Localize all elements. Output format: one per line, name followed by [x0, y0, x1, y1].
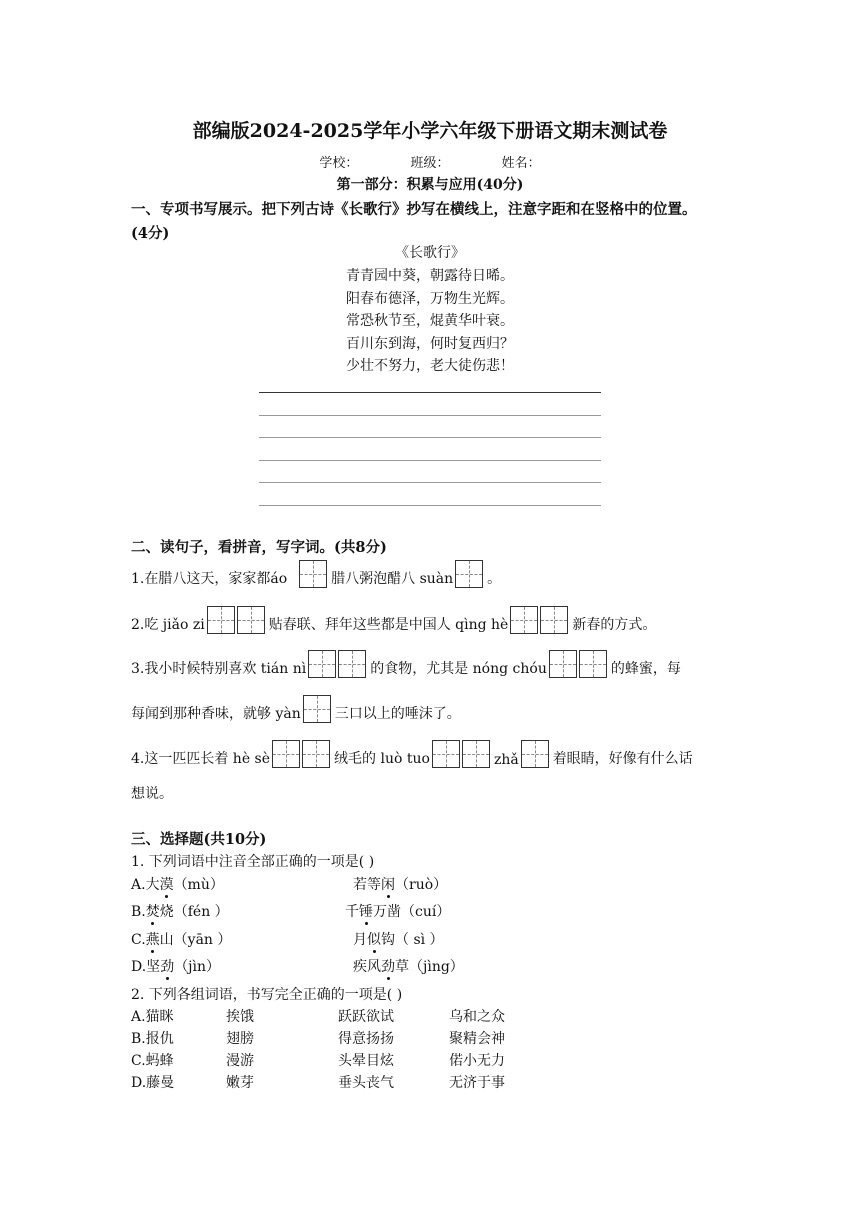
option-b-word-2: 翅膀 — [226, 1031, 254, 1047]
sentence-text: 的蜂蜜，每 — [610, 661, 681, 677]
answer-box[interactable] — [455, 560, 483, 588]
option-d-word-4: 无济于事 — [449, 1075, 505, 1091]
sentence-text: 贴春联、拜年这些都是中国人 qìng hè — [268, 617, 509, 633]
answer-box[interactable] — [302, 740, 330, 768]
option-a-word-1[interactable]: A.猫眯 — [131, 1009, 174, 1025]
page-title: 部编版2024-2025学年小学六年级下册语文期末测试卷 — [192, 120, 668, 142]
class-label: 班级： — [410, 156, 450, 171]
name-label: 姓名： — [501, 156, 541, 171]
option-c-right: 月似钩（ sì ） — [353, 932, 444, 948]
option-d-left[interactable]: D.坚劲（jìn） — [131, 959, 221, 975]
answer-box[interactable] — [521, 740, 549, 768]
q2-sentence-4 — [131, 740, 693, 768]
option-b-word-3: 得意扬扬 — [338, 1031, 394, 1047]
school-label: 学校： — [319, 156, 359, 171]
poem-line: 常恐秋节至，焜黄华叶衰。 — [346, 313, 514, 329]
poem-line: 少壮不努力，老大徒伤悲！ — [346, 358, 514, 374]
poem-line: 阳春布德泽，万物生光辉。 — [346, 291, 514, 307]
sentence-text: 三口以上的唾沫了。 — [334, 706, 461, 722]
poem-title: 《长歌行》 — [395, 245, 465, 261]
sentence-text: 着眼睛，好像有什么话 — [552, 751, 693, 767]
writing-line[interactable] — [259, 437, 601, 438]
student-info — [0, 152, 860, 171]
writing-line[interactable] — [259, 482, 601, 483]
sentence-text: 腊八粥泡醋八 suàn — [331, 571, 454, 587]
q2-sentence-1 — [131, 560, 501, 588]
option-b-word-4: 聚精会神 — [449, 1031, 505, 1047]
q2-sentence-2 — [131, 606, 656, 634]
answer-box[interactable] — [462, 740, 490, 768]
option-c-word-1[interactable]: C.蚂蜂 — [131, 1053, 174, 1069]
option-c-word-3: 头晕目炫 — [338, 1053, 394, 1069]
sentence-text: 1.在腊八这天，家家都áo — [131, 571, 288, 587]
option-b-word-1[interactable]: B.报仇 — [131, 1031, 174, 1047]
sentence-text: 新春的方式。 — [572, 617, 657, 633]
poem-line: 青青园中葵，朝露待日晞。 — [346, 268, 514, 284]
q1-heading: 一、专项书写展示。把下列古诗《长歌行》抄写在横线上，注意字距和在竖格中的位置。 — [131, 201, 697, 218]
part-heading: 第一部分：积累与应用(40分) — [336, 177, 524, 193]
sentence-text: 的食物，尤其是 nóng chóu — [370, 661, 547, 677]
option-c-word-2: 漫游 — [226, 1053, 254, 1069]
writing-line[interactable] — [259, 460, 601, 461]
writing-line[interactable] — [259, 415, 601, 416]
sentence-text: 3.我小时候特别喜欢 tián nì — [131, 661, 307, 677]
option-d-word-2: 嫩芽 — [226, 1075, 254, 1091]
option-a-word-3: 跃跃欲试 — [338, 1009, 394, 1025]
sentence-text: 绒毛的 luò tuo — [334, 751, 430, 767]
option-d-right: 疾风劲草（jìng） — [353, 959, 464, 975]
option-b-right: 千锤万凿（cuí） — [345, 904, 451, 920]
poem-line: 百川东到海，何时复西归？ — [346, 336, 514, 352]
answer-box[interactable] — [308, 650, 336, 678]
sentence-text: 。 — [487, 571, 502, 587]
option-a-word-4: 乌和之众 — [449, 1009, 505, 1025]
writing-line[interactable] — [259, 392, 601, 393]
question-2: 2. 下列各组词语，书写完全正确的一项是( ) — [131, 987, 403, 1003]
answer-box[interactable] — [432, 740, 460, 768]
answer-box[interactable] — [579, 650, 607, 678]
answer-box[interactable] — [303, 695, 331, 723]
answer-box[interactable] — [299, 560, 327, 588]
writing-line[interactable] — [259, 505, 601, 506]
q2-sentence-3 — [131, 650, 681, 678]
option-c-word-4: 偌小无力 — [449, 1053, 505, 1069]
sentence-text: 每闻到那种香味，就够 yàn — [131, 706, 301, 722]
sentence-text: 想说。 — [131, 786, 173, 802]
option-c-left[interactable]: C.燕山（yān ） — [131, 932, 232, 948]
sentence-text: zhǎ — [493, 752, 519, 768]
answer-box[interactable] — [540, 606, 568, 634]
option-a-left[interactable]: A.大漠（mù） — [131, 877, 224, 893]
question-1: 1. 下列词语中注音全部正确的一项是( ) — [131, 854, 375, 870]
answer-box[interactable] — [237, 606, 265, 634]
answer-box[interactable] — [510, 606, 538, 634]
answer-box[interactable] — [549, 650, 577, 678]
option-d-word-1[interactable]: D.藤曼 — [131, 1075, 175, 1091]
option-d-word-3: 垂头丧气 — [338, 1075, 394, 1091]
q2-heading: 二、读句子，看拼音，写字词。(共8分) — [131, 539, 387, 556]
q2-sentence-3b — [131, 695, 461, 723]
sentence-text: 2.吃 jiǎo zi — [131, 617, 205, 633]
answer-box[interactable] — [207, 606, 235, 634]
option-b-left[interactable]: B.焚烧（fén ） — [131, 904, 229, 920]
answer-box[interactable] — [338, 650, 366, 678]
option-a-word-2: 挨饿 — [226, 1009, 254, 1025]
option-a-right: 若等闲（ruò） — [353, 877, 448, 893]
answer-box[interactable] — [272, 740, 300, 768]
q3-heading: 三、选择题(共10分) — [131, 831, 267, 848]
sentence-text: 4.这一匹匹长着 hè sè — [131, 751, 271, 767]
q1-score: (4分) — [131, 225, 170, 242]
